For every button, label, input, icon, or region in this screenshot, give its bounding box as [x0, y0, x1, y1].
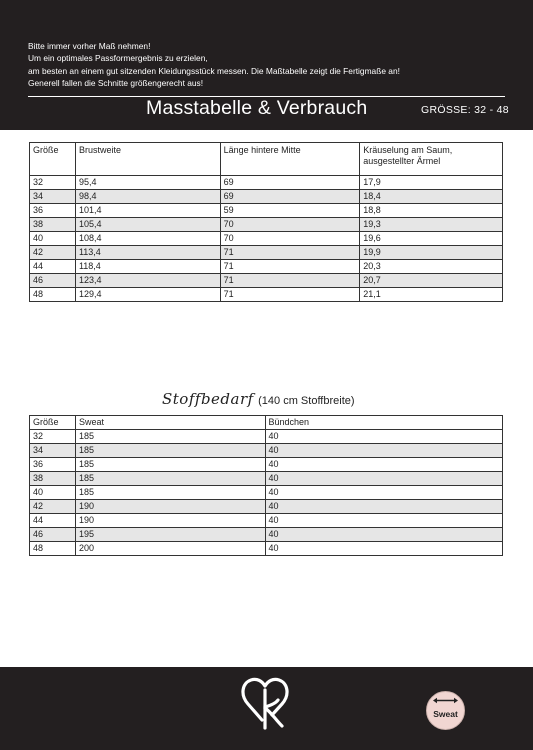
table-cell: 185 [75, 444, 265, 458]
column-header: Bündchen [265, 416, 502, 430]
table-cell: 95,4 [75, 176, 220, 190]
table-cell: 20,3 [360, 260, 503, 274]
table-cell: 70 [220, 218, 360, 232]
table-cell: 185 [75, 472, 265, 486]
table-row [30, 218, 503, 232]
table-cell: 46 [30, 528, 76, 542]
fabric-title [162, 390, 355, 409]
table-row [30, 472, 503, 486]
heart-k-logo-icon [240, 670, 292, 730]
table-row [30, 542, 503, 556]
table-cell: 34 [30, 444, 76, 458]
table-cell: 190 [75, 514, 265, 528]
table-row [30, 204, 503, 218]
table-cell: 195 [75, 528, 265, 542]
table-cell: 36 [30, 458, 76, 472]
table-cell: 18,8 [360, 204, 503, 218]
table-cell: 200 [75, 542, 265, 556]
table-row [30, 514, 503, 528]
table-row [30, 430, 503, 444]
intro-line: Generell fallen die Schnitte größengerecht aus! [28, 78, 204, 89]
table-cell: 42 [30, 246, 76, 260]
column-header: Größe [30, 416, 76, 430]
table-cell: 40 [30, 486, 76, 500]
table-cell: 42 [30, 500, 76, 514]
table-cell: 38 [30, 218, 76, 232]
fabric-table [29, 415, 503, 556]
table-cell: 105,4 [75, 218, 220, 232]
table-cell: 108,4 [75, 232, 220, 246]
column-header: Länge hintere Mitte [220, 143, 360, 176]
page-title: Masstabelle & Verbrauch [146, 97, 368, 119]
column-header: Kräuselung am Saum, ausgestellter Ärmel [360, 143, 503, 176]
table-cell: 40 [265, 500, 502, 514]
table-cell: 118,4 [75, 260, 220, 274]
table-cell: 71 [220, 260, 360, 274]
measurement-table [29, 142, 503, 302]
table-cell: 40 [265, 444, 502, 458]
table-cell: 70 [220, 232, 360, 246]
table-cell: 46 [30, 274, 76, 288]
table-cell: 32 [30, 176, 76, 190]
table-row [30, 260, 503, 274]
table-cell: 19,9 [360, 246, 503, 260]
table-row [30, 232, 503, 246]
table-cell: 71 [220, 246, 360, 260]
table-cell: 69 [220, 190, 360, 204]
badge-label: Sweat [433, 709, 458, 719]
table-cell: 21,1 [360, 288, 503, 302]
table-row [30, 486, 503, 500]
column-header: Größe [30, 143, 76, 176]
table-header-row [30, 143, 503, 176]
table-cell: 129,4 [75, 288, 220, 302]
table-cell: 34 [30, 190, 76, 204]
table-cell: 48 [30, 288, 76, 302]
table-cell: 98,4 [75, 190, 220, 204]
table-header-row [30, 416, 503, 430]
table-cell: 40 [265, 472, 502, 486]
table-cell: 40 [265, 430, 502, 444]
table-row [30, 458, 503, 472]
intro-line: Bitte immer vorher Maß nehmen! [28, 41, 151, 51]
table-cell: 18,4 [360, 190, 503, 204]
table-cell: 40 [265, 458, 502, 472]
column-header: Brustweite [75, 143, 220, 176]
fabric-type-badge [426, 691, 465, 730]
fabric-title-note: (140 cm Stoffbreite) [258, 395, 355, 407]
table-row [30, 190, 503, 204]
table-cell: 44 [30, 514, 76, 528]
table-cell: 40 [265, 528, 502, 542]
table-cell: 40 [265, 514, 502, 528]
table-row [30, 274, 503, 288]
table-cell: 59 [220, 204, 360, 218]
table-row [30, 246, 503, 260]
intro-line: am besten an einem gut sitzenden Kleidungsstück messen. Die Maßtabelle zeigt die Fertigmaße an! [28, 65, 400, 76]
table-row [30, 176, 503, 190]
fabric-title-script: Stoffbedarf [162, 390, 254, 408]
table-row [30, 288, 503, 302]
table-cell: 17,9 [360, 176, 503, 190]
size-range: GRÖSSE: 32 - 48 [421, 104, 509, 116]
double-arrow-icon [432, 697, 459, 704]
table-cell: 185 [75, 458, 265, 472]
table-cell: 69 [220, 176, 360, 190]
table-cell: 40 [265, 486, 502, 500]
table-cell: 123,4 [75, 274, 220, 288]
table-cell: 71 [220, 288, 360, 302]
table-cell: 40 [30, 232, 76, 246]
table-cell: 190 [75, 500, 265, 514]
table-cell: 32 [30, 430, 76, 444]
table-cell: 113,4 [75, 246, 220, 260]
intro-line: Um ein optimales Passformergebnis zu erzielen, [28, 53, 208, 64]
table-cell: 71 [220, 274, 360, 288]
table-row [30, 444, 503, 458]
table-cell: 38 [30, 472, 76, 486]
table-row [30, 500, 503, 514]
table-cell: 48 [30, 542, 76, 556]
table-cell: 19,3 [360, 218, 503, 232]
table-cell: 185 [75, 486, 265, 500]
table-cell: 19,6 [360, 232, 503, 246]
table-cell: 20,7 [360, 274, 503, 288]
table-cell: 40 [265, 542, 502, 556]
table-cell: 101,4 [75, 204, 220, 218]
table-cell: 36 [30, 204, 76, 218]
intro-text [28, 40, 400, 90]
table-cell: 44 [30, 260, 76, 274]
table-row [30, 528, 503, 542]
column-header: Sweat [75, 416, 265, 430]
table-cell: 185 [75, 430, 265, 444]
